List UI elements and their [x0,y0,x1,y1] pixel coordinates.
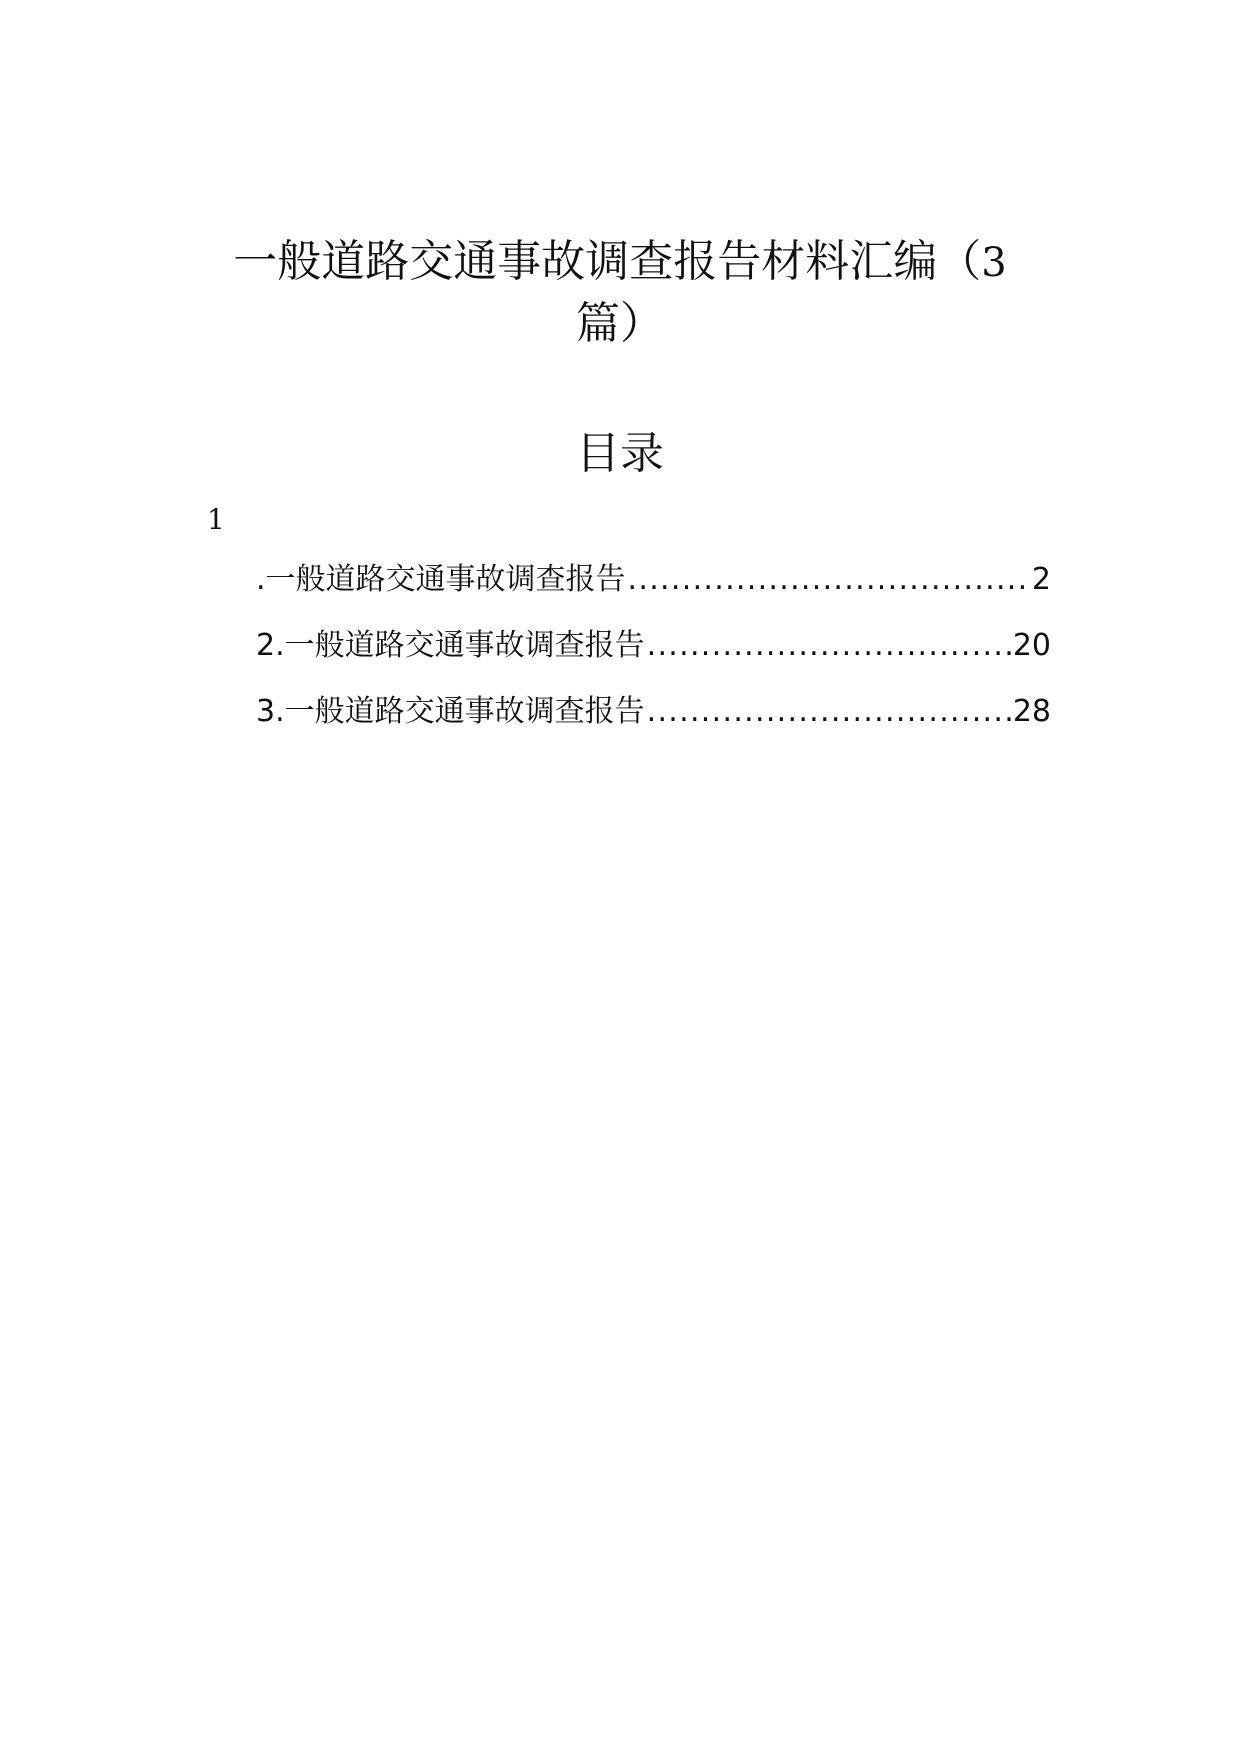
toc-entry-3[interactable] [256,692,1051,758]
toc-dot-leader [647,626,1011,666]
document-title-text: 一般道路交通事故调查报告材料汇编（ [233,236,982,287]
toc-entry-page: 20 [1012,628,1051,663]
document-title-line-1 [150,232,1090,293]
document-title-count: 3 [981,240,1007,286]
toc-entry-label: .一般道路交通事故调查报告 [256,562,626,597]
toc-entry-label: 2.一般道路交通事故调查报告 [256,628,645,663]
toc-entry-label: 3.一般道路交通事故调查报告 [256,694,645,729]
toc-list [256,560,1051,758]
document-title-text-cont: 篇） [576,298,664,349]
document-title-line-2 [150,294,1090,354]
toc-entry-page: 2 [1031,562,1051,597]
toc-entry-1[interactable] [256,560,1051,626]
toc-entry-2[interactable] [256,626,1051,692]
toc-dot-leader [647,692,1011,732]
toc-dot-leader [628,560,1030,600]
toc-entry-page: 28 [1012,694,1051,729]
stray-number: 1 [207,503,225,536]
toc-heading: 目录 [576,428,664,479]
